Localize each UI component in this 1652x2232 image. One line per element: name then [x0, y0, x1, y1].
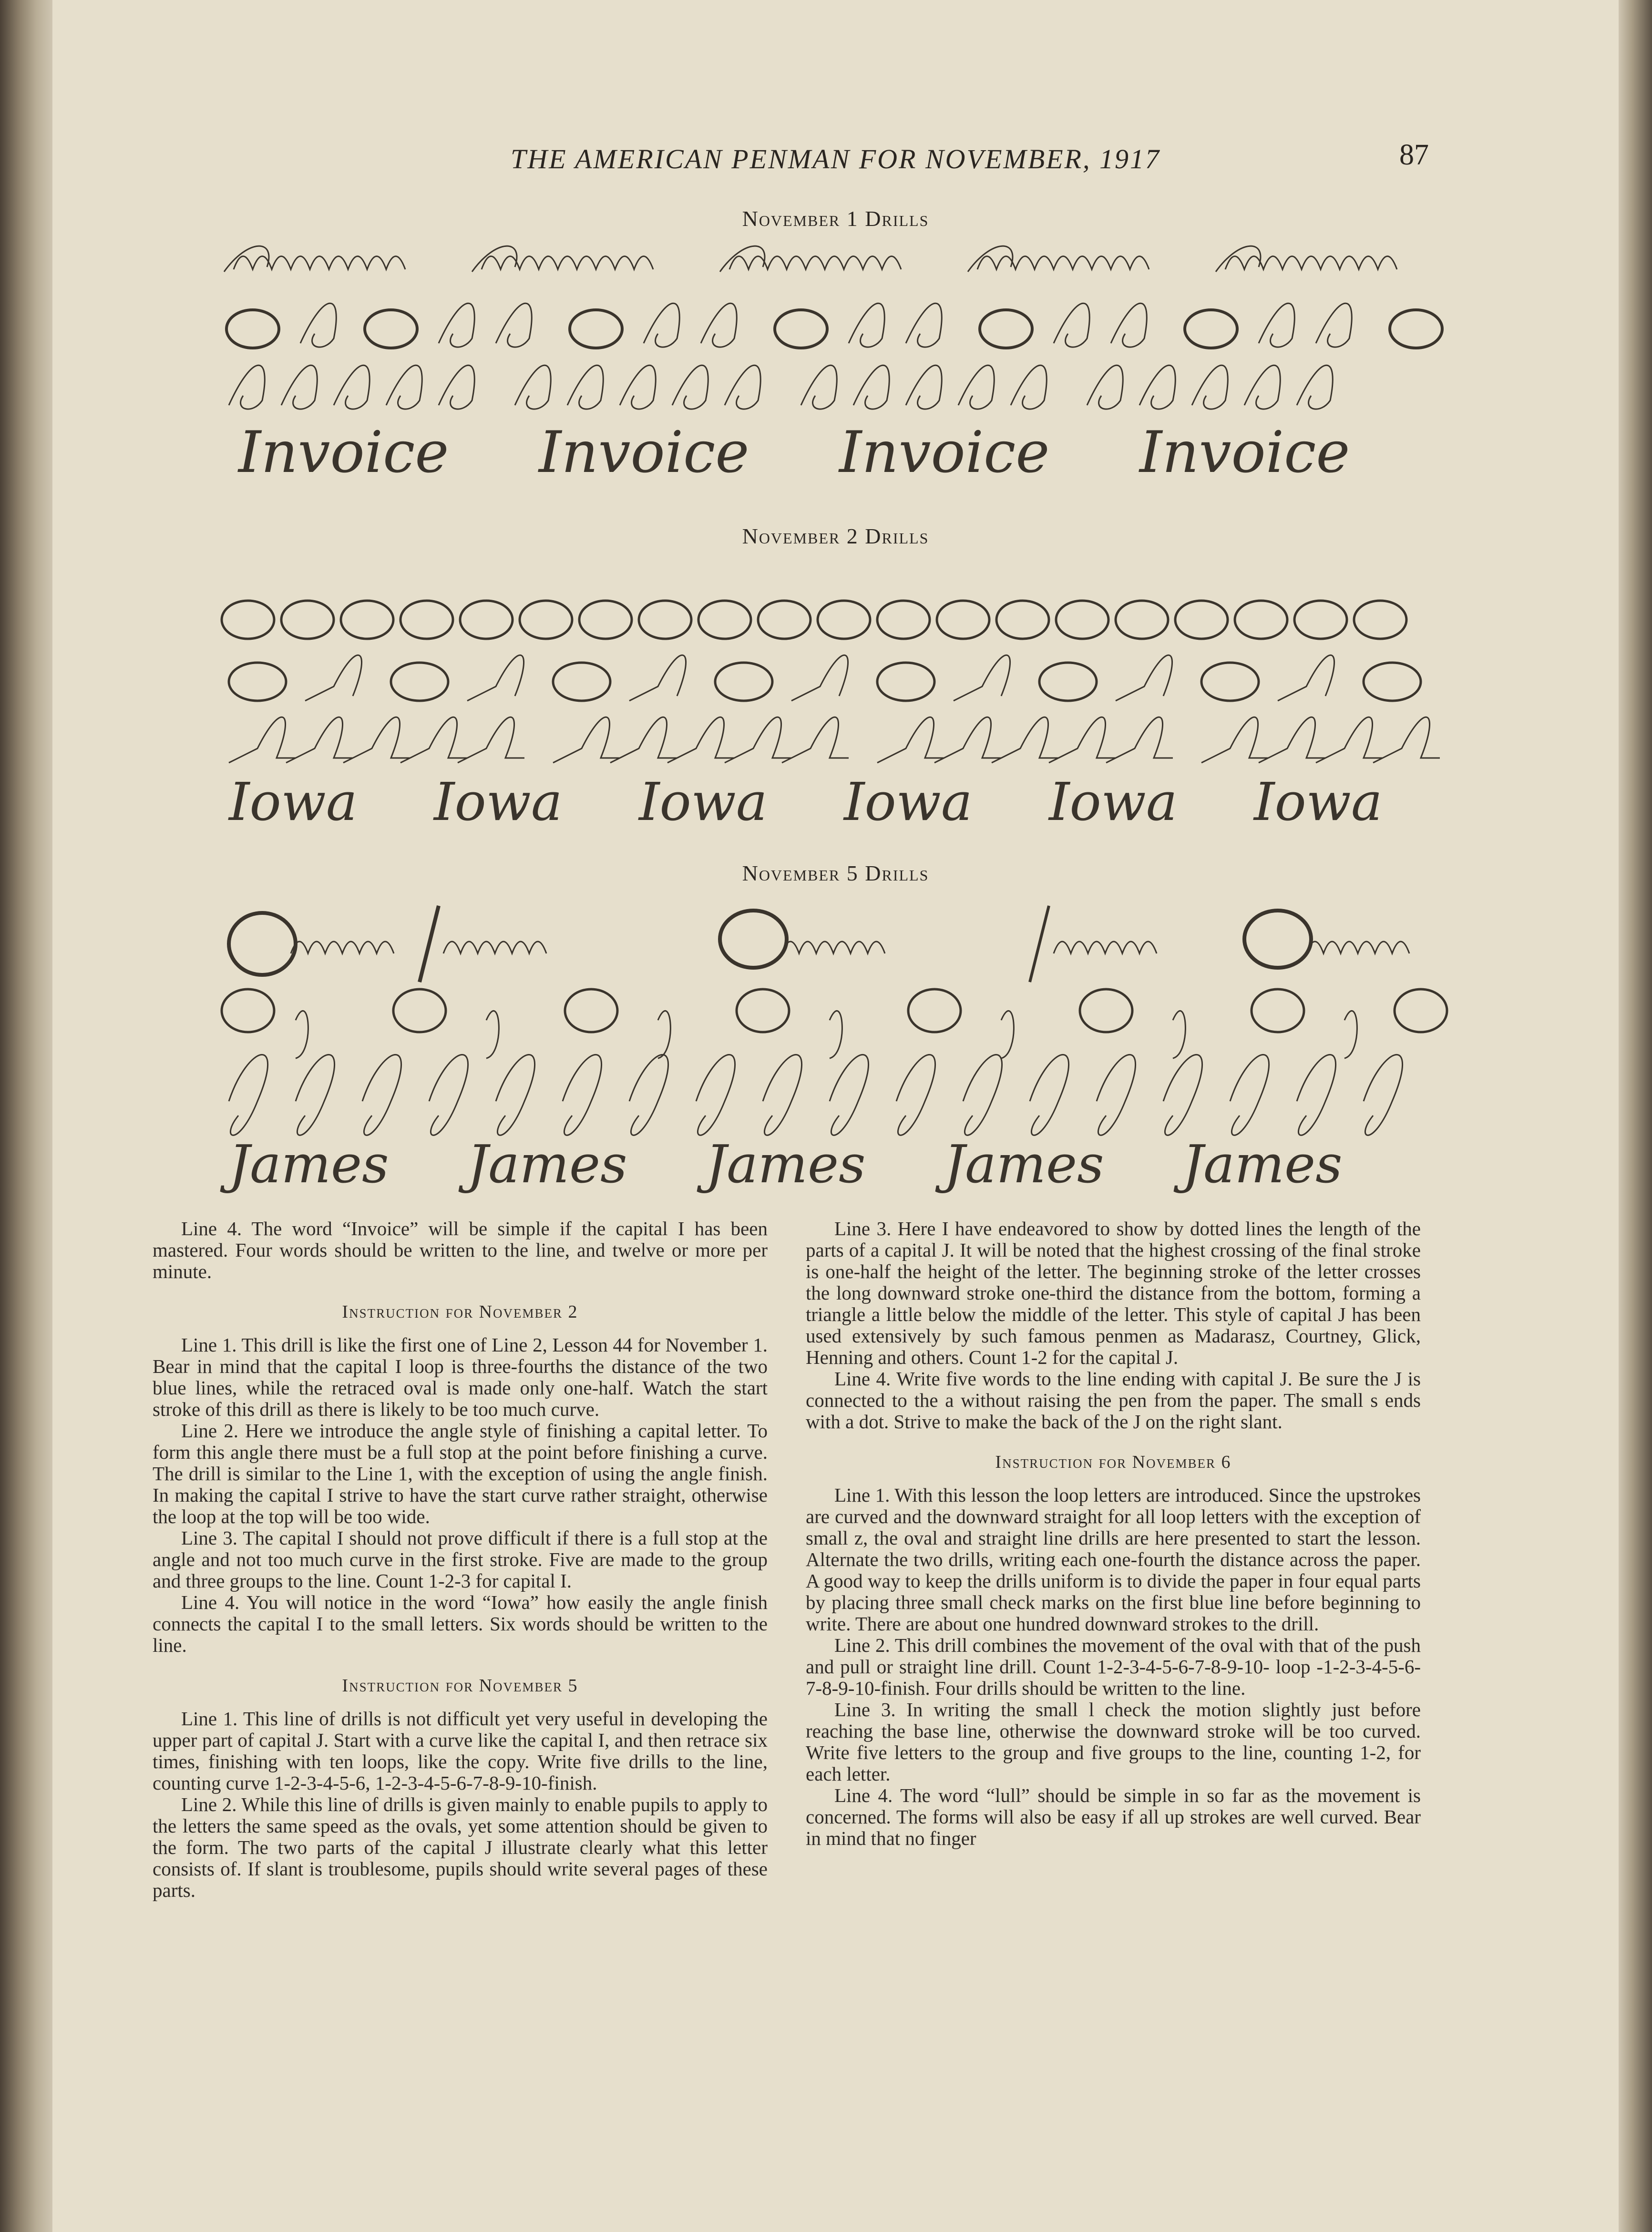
running-head: THE AMERICAN PENMAN FOR NOVEMBER, 1917 [511, 143, 1160, 174]
page-edge-shadow [1619, 0, 1652, 2232]
script-word: Invoice [839, 420, 1050, 486]
script-word: Iowa [639, 771, 768, 832]
angle-capital-i-row [229, 717, 1440, 763]
script-word: James [944, 1134, 1104, 1195]
capital-j-top-drill-row [229, 906, 1409, 982]
paragraph: Line 3. The capital I should not prove difficult if there is a full stop at the angle and not too much curve in the first stroke. Five are made to the group and three groups to the line. Count 1-2-3 for capital I. [153, 1527, 768, 1592]
script-word: James [229, 1134, 389, 1195]
paragraph: Line 1. This line of drills is not difficult yet very useful in developing the upper part of capital J. Start with a curve like the capital I, and then retrace six times, finishing with ten loops, like the copy. Write five drills to the line, counting curve 1-2-3-4-5-6, 1-2-3-4-5-6-7-8-9-10-finish. [153, 1708, 768, 1794]
drill-section-title-nov-5: November 5 Drills [742, 861, 929, 885]
script-word: Iowa [1254, 771, 1383, 832]
drill-section-title-nov-2: November 2 Drills [742, 524, 929, 548]
script-word: Iowa [434, 771, 563, 832]
retraced-oval-row [222, 601, 1406, 639]
paragraph: Line 3. In writing the small l check the motion slightly just before reaching the base line, otherwise the downward stroke will be too curved. Write five letters to the group and five groups to the line, counting 1-2, for each letter. [806, 1699, 1421, 1785]
word-row [228, 771, 1382, 832]
penmanship-drill-illustration [219, 234, 1459, 501]
script-word: Iowa [229, 771, 358, 832]
oval-and-angle-i-row [229, 655, 1421, 701]
capital-i-letter-row [229, 365, 1333, 409]
drill-section-title-nov-1: November 1 Drills [742, 206, 929, 231]
script-word: James [467, 1134, 627, 1195]
script-word: Invoice [539, 420, 749, 486]
script-word: Iowa [844, 771, 973, 832]
script-word: James [706, 1134, 866, 1195]
script-word: Iowa [1049, 771, 1178, 832]
oval-drill-row [224, 246, 1397, 272]
drill-plate-nov-2 [219, 567, 1459, 834]
oval-and-j-parts-row [222, 989, 1447, 1058]
page [52, 0, 1619, 2232]
paragraph: Line 4. Write five words to the line ending with capital J. Be sure the J is connected to the a without raising the pen from the paper. The small s ends with a dot. Strive to make the back of the J on the right slant. [806, 1368, 1421, 1433]
penmanship-drill-illustration [219, 901, 1459, 1197]
paragraph: Line 2. While this line of drills is given mainly to enable pupils to apply to the letters the same speed as the ovals, yet some attention should be given to the form. The two parts of the capital J illustrate clearly what this letter consists of. If slant is troublesome, pupils should write several pages of these parts. [153, 1793, 768, 1901]
instruction-heading: Instruction for November 5 [342, 1676, 578, 1696]
oval-and-capital-i-row [226, 303, 1442, 348]
drill-plate-nov-1 [219, 234, 1459, 501]
word-row [237, 420, 1350, 486]
page-number: 87 [1399, 139, 1429, 171]
word-row [220, 1134, 1343, 1195]
script-word: Invoice [1139, 420, 1350, 486]
paragraph: Line 1. This drill is like the first one of Line 2, Lesson 44 for November 1. Bear in mind that the capital I loop is three-fourths the distance of the two blue lines, while the retraced oval is made only one-half. Watch the start stroke of this drill as there is likely to be too much curve. [153, 1334, 768, 1420]
capital-j-letter-row [229, 1055, 1403, 1135]
instruction-heading: Instruction for November 6 [995, 1452, 1231, 1472]
paragraph: Line 2. This drill combines the movement of the oval with that of the push and pull or straight line drill. Count 1-2-3-4-5-6-7-8-9-10- loop -1-2-3-4-5-6-7-8-9-10-finish. Four drills should be written to the line. [806, 1634, 1421, 1699]
paragraph: Line 4. You will notice in the word “Iowa” how easily the angle finish connects the capital I to the small letters. Six words should be written to the line. [153, 1591, 768, 1656]
penmanship-drill-illustration [219, 567, 1459, 834]
paragraph: Line 4. The word “lull” should be simple in so far as the movement is concerned. The forms will also be easy if all up strokes are well curved. Bear in mind that no finger [806, 1784, 1421, 1849]
paragraph: Line 1. With this lesson the loop letters are introduced. Since the upstrokes are curved and the downward straight for all loop letters with the exception of small z, the oval and straight line drills are here presented to start the lesson. Alternate the two drills, writing each one-fourth the distance across the paper. A good way to keep the drills uniform is to divide the paper in four equal parts by placing three small check marks on the first blue line before beginning to write. There are about one hundred downward strokes to the drill. [806, 1484, 1421, 1635]
right-text-column [806, 1218, 1421, 1849]
instruction-heading: Instruction for November 2 [342, 1302, 578, 1322]
drill-plate-nov-5 [219, 901, 1459, 1197]
script-word: James [1182, 1134, 1343, 1195]
paragraph: Line 4. The word “Invoice” will be simple if the capital I has been mastered. Four words should be written to the line, and twelve or more per minute. [153, 1218, 768, 1282]
paragraph: Line 3. Here I have endeavored to show by dotted lines the length of the parts of a capital J. It will be noted that the highest crossing of the final stroke is one-half the height of the letter. The beginning stroke of the letter crosses the long downward stroke one-third the distance from the bottom, forming a triangle a little below the middle of the letter. This style of capital J has been used extensively by such famous penmen as Madarasz, Courtney, Glick, Henning and others. Count 1-2 for the capital J. [806, 1218, 1421, 1368]
paragraph: Line 2. Here we introduce the angle style of finishing a capital letter. To form this angle there must be a full stop at the point before finishing a curve. The drill is similar to the Line 1, with the exception of using the angle finish. In making the capital I strive to have the start curve rather straight, otherwise the loop at the top will be too wide. [153, 1420, 768, 1527]
left-text-column [153, 1218, 768, 1901]
book-spine-shadow [0, 0, 52, 2232]
script-word: Invoice [238, 420, 449, 486]
